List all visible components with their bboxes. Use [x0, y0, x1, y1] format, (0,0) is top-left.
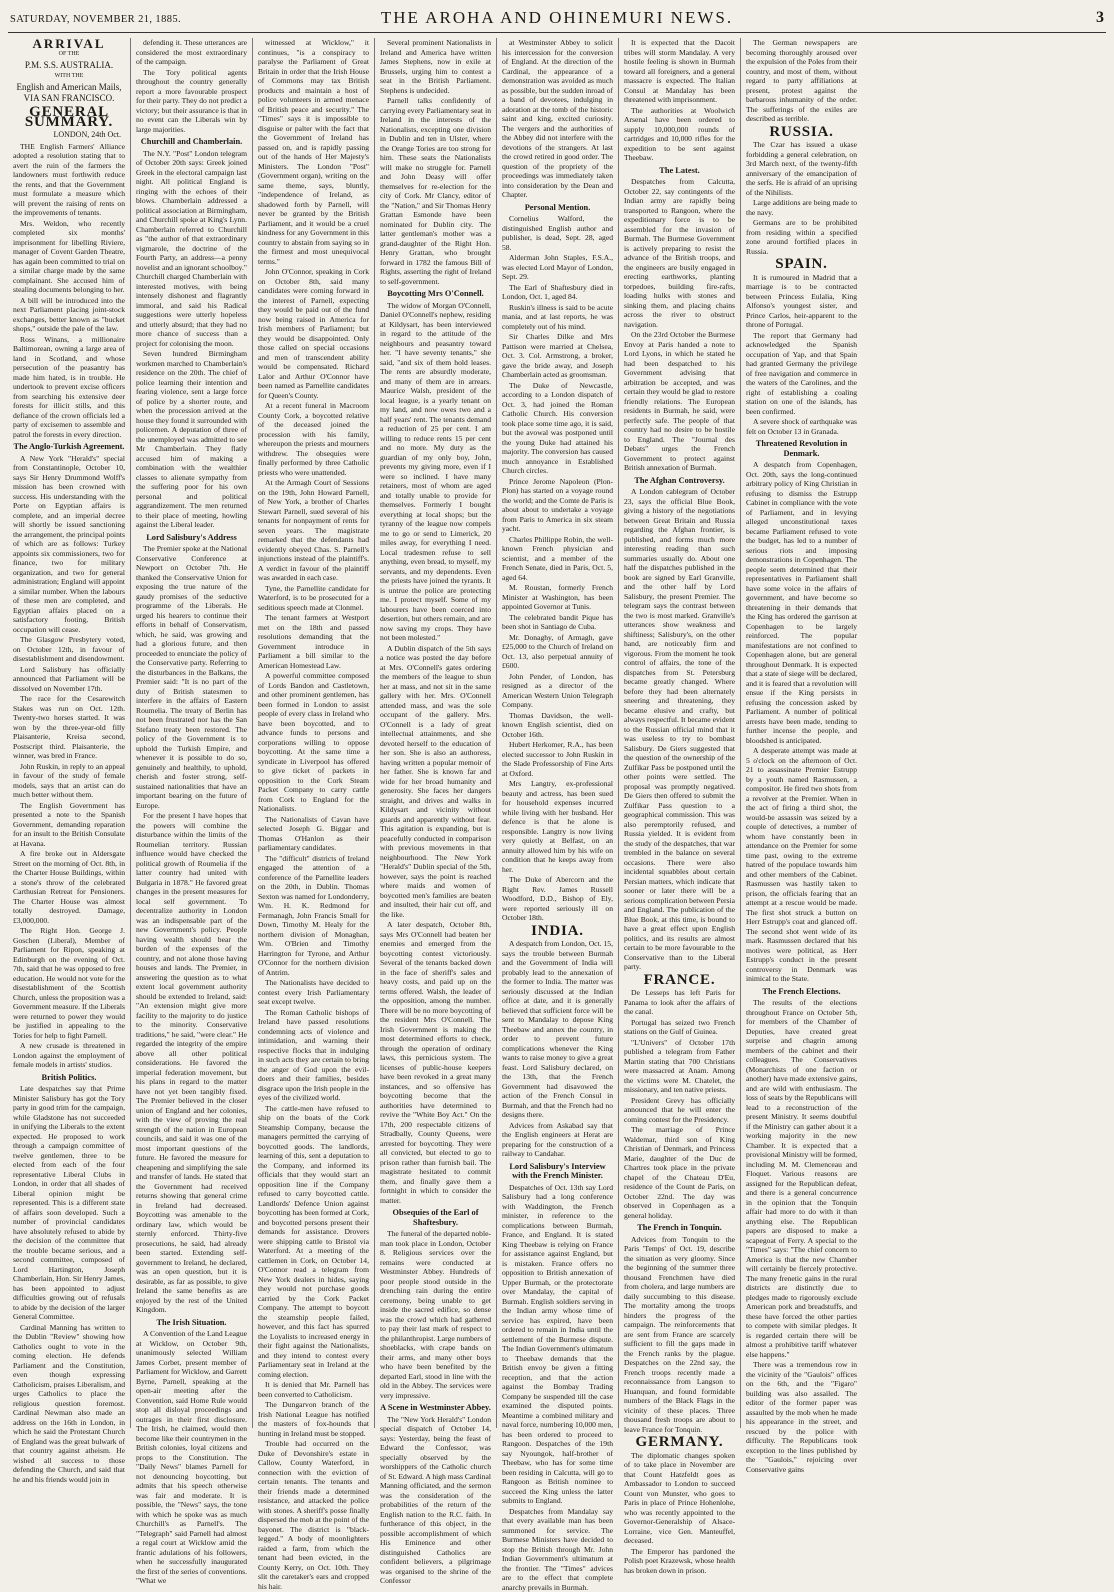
article-paragraph: Charles Phillippe Robin, the well-known French physician and scientist, and a member of the French Senate, died in Paris, Oct. 5, aged 64.: [502, 535, 613, 583]
article-paragraph: Tyne, the Parnellite candidate for Waterford, is to be prosecuted for a seditious speech made at Clonmel.: [258, 584, 369, 613]
article-paragraph: The Czar has issued a ukase forbidding a general celebration, on 3rd March next, of the twenty-fifth anniversary of the emancipation of the serfs. He is afraid of an uprising of the Nihilists.: [746, 140, 857, 197]
article-paragraph: Mr. Donaghy, of Armagh, gave £25,000 to the Church of Ireland on Oct. 13, also perpetual annuity of £600.: [502, 633, 613, 671]
article-paragraph: Sir Charles Dilke and Mrs Pattison were married at Chelsea, Oct. 3. Col. Armstrong, a broker, gave the bride away, and Joseph Chamberlain acted as groomsman.: [502, 332, 613, 380]
arrival-line: OF THE: [13, 49, 125, 60]
article-paragraph: The marriage of Prince Waldemar, third son of King Christian of Denmark, and Princess Marie, daughter of the Duc de Chartres took place in the private chapel of the Chateau D'Eu, residence of the Count de Paris, on October 22nd. The day was observed in Copenhagen as a general holiday.: [624, 1125, 735, 1220]
section-heading: SPAIN.: [746, 260, 857, 270]
article-paragraph: It is expected that the Dacoit tribes will storm Mandalay. A very hostile feeling is shown in Burmah toward all foreigners, and a general massacre is expected. The Italian Consul at Mandalay has been threatened with imprisonment.: [624, 38, 735, 105]
article-heading: The Anglo-Turkish Agreement.: [13, 442, 125, 452]
article-paragraph: For the present I have hopes that the powers will combine the disturbance within the limits of the Roumelian territory. Russian influence would have checked the political growth of Roumelia if the latter country had united with Bulgaria in 1878." He favored great changes in the present measures for local self government. To decentralize authority in London was an indispensable part of the new Government's policy. People having wealth should bear the burden of the expenses of the country, and not alone those having houses and lands. The Premier, in answering the question as to what extent local government authority should be extended to Ireland, said: "An extension might give more facility to the majority to do justice to the minority. Conservative traditions," he said, "were clear." He regarded the integrity of the empire above all other political considerations. He favored the imperial federation movement, but his plans in regard to the matter have not yet been tangibly fixed. The Premier believed in the closer union of England and her colonies, with the view of proving the real strength of the nation in European councils, and said it was one of the most important questions of the future. He favored the measure for cheapening and simplifying the sale and transfer of lands. He stated that the Government had received returns showing that general crime in Ireland had decreased. Boycotting was amenable to the ordinary law, which would be sternly enforced. Thirty-five prosecutions, he said, had already been started. Extending self-government to Ireland, he declared, was an open question, but it is desirable, as far as possible, to give Ireland the same benefits as are enjoyed by the rest of the United Kingdom.: [136, 811, 247, 1315]
article-heading: The Irish Situation.: [136, 1318, 247, 1328]
article-heading: The French Elections.: [746, 987, 857, 997]
section-heading: GERMANY.: [624, 1438, 735, 1448]
article-paragraph: Mrs Langtry, ex-professional beauty and actress, has been sued for household expenses incurred while living with her husband. Her defence is that he alone is responsible. Langtry is now living very quietly at Belfast, on an annuity allowed him by his wife on condition that he keeps away from her.: [502, 779, 613, 874]
article-paragraph: The German newspapers are becoming thoroughly aroused over the expulsion of the Poles from their country, and most of them, without regard to party affiliations at present, protest against the barbarous inhumanity of the order. The sufferings of the exiles are described as terrible.: [746, 38, 857, 124]
column-3: [252, 38, 374, 1428]
article-columns: [8, 38, 1106, 1428]
column-5: [496, 38, 618, 1428]
article-paragraph: The Emperor has pardoned the Polish poet Krazewsk, whose health has broken down in prison.: [624, 1547, 735, 1576]
article-paragraph: Lord Salisbury has officially announced that Parliament will be dissolved on November 17th.: [13, 665, 125, 694]
article-paragraph: Mrs. Weldon, who recently completed six months' imprisonment for libelling Riviere, manager of Covent Garden Theatre, has again been committed to trial on a similar charge made by the same complainant. She accused him of stealing documents belonging to her.: [13, 219, 125, 295]
article-paragraph: At the Armagh Court of Sessions on the 19th, John Howard Parnell, of New York, a brother of Charles Stewart Parnell, sued several of his tenants for nonpayment of rents for seven years. The magistrate remarked that the defendants had evidently obeyed Chas. S. Parnell's injunctions instead of the plaintiff's. A verdict in favour of the plaintiff was awarded in each case.: [258, 478, 369, 583]
article-paragraph: A New York "Herald's" special from Constantinople, October 10, says Sir Henry Drummond Wolff's mission has been crowned with success. His understanding with the Porte on Egyptian affairs is complete, and an imperial decree will shortly be issued sanctioning the arrangement, the principal points of which are as follows: Turkey appoints six commissioners, two for finance, two for military organization, and two for general administration; England will appoint a similar number. When the labours of these men are completed, and Egyptian affairs placed on a satisfactory footing, British occupation will cease.: [13, 454, 125, 635]
article-paragraph: Prince Jerome Napoleon (Plon-Plon) has started on a voyage round the world; and the Comte de Paris is about about to undertake a voyage from Paris to America in six steam yacht.: [502, 477, 613, 534]
article-paragraph: The authorities at Woolwich Arsenal have been ordered to supply 10,000,000 rounds of cartridges and 10,000 rifles for the expedition to be sent against Theebaw.: [624, 106, 735, 163]
article-paragraph: Alderman John Staples, F.S.A., was elected Lord Mayor of London, Sept. 29.: [502, 253, 613, 282]
article-paragraph: John Pender, of London, has resigned as a director of the American Western Union Telegraph Company.: [502, 672, 613, 710]
article-paragraph: "L'Univers" of October 17th published a telegram from Father Martin stating that 700 Christians were massacred at Anam. Among the victims were M. Chatelet, the missionary, and ten native priests.: [624, 1038, 735, 1095]
column-4: [374, 38, 496, 1428]
article-paragraph: Late despatches say that Prime Minister Salisbury has got the Tory party in good trim for the campaign, while Gladstone has not succeeded in unifying the Liberals to the extent expected. He proposed to work through a campaign committee of twelve gentlemen, three to be elected from each of the four representative Liberal Clubs in London, in order that all shades of Liberal opinion might be represented. This is a different state of affairs soon developed. Such a number of provincial candidates have absolutely refused to abide by the decision of the committee that the trouble became serious, and a second committee, composed of Lord Hartington, Joseph Chamberlain, Hon. Sir Henry James, has been appointed to adjust difficulties growing out of refusals to abide by the decision of the larger General Committee.: [13, 1084, 125, 1322]
article-heading: Lord Salisbury's Address: [136, 533, 247, 543]
arrival-line: P.M. S.S. AUSTRALIA.: [13, 60, 125, 71]
section-heading: RUSSIA.: [746, 128, 857, 138]
article-paragraph: witnessed at Wicklow," it continues, "is a conspiracy to paralyse the Parliament of Great Britain in order that the Irish House of Commons may tax British products and maintain a host of police volunteers in armed menace of British peace and security." The "Times" says it is impossible to disguise or palter with the fact that the Government of Ireland has passed on, and is rapidly passing out of the hands of Her Majesty's Ministers. The London "Post" (Government organ), writing on the same theme, says, bluntly, "independence of Ireland, as shadowed forth by Parnell, will never be granted by the British Parliament, and it would be a cruel kindness for any Government in this country to abstain from saying so in the firmest and most unequivocal terms.": [258, 38, 369, 266]
article-paragraph: Several prominent Nationalists in Ireland and America have written James Stephens, now in exile at Brussels, urging him to contest a seat in the British Parliament. Stephens is undecided.: [380, 38, 491, 95]
article-paragraph: Large additions are being made to the navy.: [746, 198, 857, 217]
article-heading: Lord Salisbury's Interview with the French Minister.: [502, 1162, 613, 1181]
article-paragraph: At a recent funeral in Macroom County Cork, a boycotted relative of the deceased joined the procession with his family, whereupon the priests and mourners withdrew. The obsequies were finally performed by three Catholic priests who were unattended.: [258, 401, 369, 477]
article-paragraph: De Lesseps has left Paris for Panama to look after the affairs of the canal.: [624, 988, 735, 1017]
article-paragraph: The celebrated bandit Pique has been shot in Santiago de Cuba.: [502, 613, 613, 632]
arrival-line: English and American Mails,: [13, 82, 125, 93]
article-paragraph: Cardinal Manning has written to the Dublin "Review" showing how Catholics ought to vote in the coming election. He defends Parliament and the Constitution, even though expressing Catholicism, praises Liberalism, and urges Catholics to place the religious question foremost. Cardinal Newman also made an address on the 16th in London, in which he said the Protestant Church of England was the great bulwark of that country against atheism. He wished all success to those defending the Church, and said that he and his friends would join in: [13, 1323, 125, 1485]
article-paragraph: John Ruskin, in reply to an appeal in favour of the study of female models, says that an artist can do much better without them.: [13, 762, 125, 800]
article-paragraph: The Roman Catholic bishops of Ireland have passed resolutions condemning acts of violence and intimidation, and warning their respective flocks that in indulging in such acts they are certain to bring the anger of God upon the evil-doers and their families, besides disgrace upon the Irish people in the eyes of the civilized world.: [258, 1008, 369, 1103]
article-heading: British Politics.: [13, 1073, 125, 1083]
article-paragraph: A later despatch, October 8th, says Mrs O'Connell had beaten her enemies and emerged from the boycotting contest victoriously. Several of the tenants backed down in the face of sheriff's sales and heavy costs, and paid up on the terms offered. Walsh, the leader of the opposition, among the number. There will be no more boycotting of the resident Mrs O'Connell. The Irish Government is making the most determined efforts to check, through the operation of ordinary laws, this pernicious system. The licenses of public-house keepers have been revoked in a great many instances, and so offensive has boycotting become that the authorities have determined to revive the "White Boy Act." On the 17th, 200 respectable citizens of Stradbally, County Queens, were arrested for boycotting. They were all convicted, but elected to go to prison rather than furnish bail. The magistrate hesitated to commit them, and finally gave them a fortnight in which to consider the matter.: [380, 920, 491, 1205]
article-paragraph: The report that Germany had acknowledged the Spanish occupation of Yap, and that Spain had granted Germany the privilege of free navigation and commerce in the waters of the Carolines, and the right of establishing a coaling station on one of the islands, has been confirmed.: [746, 331, 857, 417]
article-paragraph: It is rumoured in Madrid that a marriage is to be contracted between Princess Eulalia, King Alfonso's youngest sister, and Prince Carlos, heir-apparent to the throne of Portugal.: [746, 273, 857, 330]
article-paragraph: The cattle-men have refused to ship on the boats of the Cork Steamship Company, because the managers permitted the carrying of boycotted goods. The landlords, learning of this, sent a deputation to the Company, and informed its officials that they would start an opposition line if the Company refused to carry boycotted cattle. Landlords' Defence Union against boycotting has been formed at Cork, and boycotted persons present their demands for assistance. Drovers were shipping cattle to Bristol via Waterford. At a meeting of the cattlemen in Cork, on October 14, O'Connor read a telegram from New York dealers in hides, saying they would not purchase goods carried by the Cork Packet Company. The attempt to boycott the steamship people failed, however, and this fact has spurred the Loyalists to increased energy in their fight against the Nationalists, and they intend to contest every Parliamentary seat in Ireland at the coming election.: [258, 1104, 369, 1380]
arrival-notice: [13, 38, 125, 104]
article-paragraph: President Grevy has officially announced that he will enter the coming contest for the Presidency.: [624, 1096, 735, 1125]
article-heading: Obsequies of the Earl of Shaftesbury.: [380, 1208, 491, 1227]
article-paragraph: Ross Winans, a millionaire Baltimorean, owning a large area of land in Scotland, and whose persecution of the peasantry has made him hated, is in trouble. He undertook to prevent excise officers from searching his extensive deer forests for illicit stills, and this defiance of the crown officials led a party of excisemen to assemble and patrol the forests in every direction.: [13, 335, 125, 440]
article-paragraph: A powerful committee composed of Lords Bandon and Castletown, and other prominent gentlemen, has been formed in London to assist people of every class in Ireland who have been boycotted, and to advance funds to persons and corporations willing to oppose boycotting. At the same time a syndicate in Liverpool has offered to give ticket of packets in opposition to the Cork Steam Packet Company to carry cattle from Cork to England for the Nationalists.: [258, 671, 369, 814]
article-paragraph: The results of the elections throughout France on October 5th, for members of the Chamber of Deputies, have created great surprise and chagrin among members of the cabinet and their colleagues. The Conservatives (Monarchists of one faction or another) have made extensive gains, and are wild with enthusiasm. The loss of seats by the Republicans will lead to a reconstruction of the present Ministry. It seems doubtful if the Ministry can gather about it a working majority in the new Chamber. It is expected that a provisional Ministry will be formed, including M. M. Clemenceau and Floquet. Various reasons are assigned for the Republican defeat, and there is a general concurrence in the opinion that the Tonquin affair had more to do with it than anything else. The Republican papers are disposed to make a scapegoat of Ferry. A special to the "Times" says: "The chief concern to America is that the new Chamber will certainly be fiercely protective. The many frenetic gains in the rural districts are distinctly due to pledges made to rigorously exclude American pork and breadstuffs, and these have forced the other parties to compete with similar pledges. It is regarded certain there will be almost a prohibitive tariff whatever else happens.": [746, 998, 857, 1359]
article-paragraph: A despatch from Copenhagen, Oct. 20th, says the long-continued arbitrary policy of King Christian in refusing to dismiss the Estrupp Cabinet in compliance with the vote of Parliament, and in levying alleged unconstitutional taxes became Parliament refused to vote the budget, has led to a number of serious riots and imposing demonstrations in Copenhagen. The people seem determined that their representatives in Parliament shall have some voice in the affairs of government, and have become so threatening in their demands that the King has ordered the garrison at Copenhagen to be largely reinforced. The popular manifestations are not confined to Copenhagen alone, but are general throughout Denmark. It is expected that a state of siege will be declared, and it is feared that a revolution will ensue if the King persists in refusing the concession asked by Parliament. A number of political arrests have been made, tending to further incense the people, and bloodshed is anticipated.: [746, 460, 857, 745]
article-paragraph: Germans are to be prohibited from residing within a specified zone around fortified places in Russia.: [746, 218, 857, 256]
article-paragraph: There was a tremendous row in the vicinity of the "Gaulois" offices on the 6th, and the "Figaro" building was also assailed. The editor of the former paper was assaulted by the mob when he made his appearance in the street, and rescued by the police with difficulty. The Republicans took exception to the lines published by the "Gaulois," rejoicing over Conservative gains: [746, 1360, 857, 1474]
article-paragraph: Despatches from Mandalay say that every available man has been summoned for service. The Burmese Ministers have decided to stop the British through Mr. John Indian Government's ultimatum at the frontier. The "Times" advices are to the effect that complete anarchy prevails in Burmah.: [502, 1507, 613, 1592]
article-paragraph: Trouble had occurred on the Duke of Devonshire's estate in Callow, County Waterford, in connection with the eviction of certain tenants. The tenants and their friends made a determined resistance, and attacked the police with stones. A sheriff's posse finally dispersed the mob at the point of the bayonet. The district is "black-legged." A body of moonlighters raided a farm, from which the tenant had been evicted, in the County Kerry, on Oct. 10th. They slit the caretaker's ears and cropped his hair.: [258, 1439, 369, 1591]
article-paragraph: THE English Farmers' Alliance adopted a resolution stating that to avert the ruin of the farmers the landowners must forthwith reduce the rents, and that the Government must formulate a measure which will prevent the raising of rents on the improvements of tenants.: [13, 142, 125, 218]
article-paragraph: The widow of Morgan O'Connell, Daniel O'Connell's nephew, residing at Kildysart, has been interviewed in regard to the attitude of the neighbours and peasantry toward her. "I have seventy tenants," she said, "and six of them hold leases. The rents are absurdly moderate, and many of them are in arrears. Maurice Walsh, president of the local league, is a yearly tenant on my land, and now owes two and a half years' rent. The tenants demand a reduction of 25 per cent. I am willing to reduce rents 15 per cent and no more. My duty as the guardian of my only boy, John, prevents my giving more, even if I were so inclined. I have many retainers, most of whom are aged and totally unable to provide for themselves. Formerly I bought everything at local shops; but the tyranny of the league now compels me to go or send to Limerick, 20 miles away, for everything I need. Local tradesmen refuse to sell anything, even bread, to myself, my servants, and my dependents. Even the priests have joined the tyrants. It is untrue the police are protecting me. I protect myself. Some of my labourers have been coerced into desertion, but others remain, and are now saving my crops. They have not been molested.": [380, 301, 491, 643]
article-paragraph: Despatches of Oct. 13th say Lord Salisbury had a long conference with Waddington, the French minister, in reference to the complications between Burmah, France, and England. It is stated King Theebaw is relying on France for assistance against England, but is mistaken. France offers no opposition to British annexation of Upper Burmah, or the protectorate over Mandalay, the capital of Burmah. English soldiers serving in the Indian army whose time of service has expired, have been ordered to remain in India until the settlement of the Burmese dispute. The Indian Government's ultimatum to Theebaw demands that the British envoy be given a fitting reception, and that the action against the Bombay Trading Company be suspended till the case examined the disputed points. Meantime a combined military and naval force, numbering 10,000 men, has been ordered to proceed to Rangoon. Despatches of the 19th say Nyoungok, half-brother of Theebaw, who has for some time been residing in Calcutta, will go to Rangoon as British nominee to succeed the King unless the latter submits to England.: [502, 1183, 613, 1506]
article-paragraph: The diplomatic changes spoken of to take place in November are that Count Hatzfeldt goes as Ambassador to London to succeed Count von Munster, who goes to Paris in place of Prince Hohenlohe, who was recently appointed to the Governor-Generalship of Alsace-Lorraine, vice Gen. Manteuffel, deceased.: [624, 1451, 735, 1546]
masthead: [8, 6, 1106, 33]
article-paragraph: Cornelius Walford, the distinguished English author and publisher, is dead, Sept. 28, aged 58.: [502, 214, 613, 252]
issue-date: SATURDAY, NOVEMBER 21, 1885.: [10, 14, 181, 25]
article-paragraph: Despatches from Calcutta, October 22, say contingents of the Indian army are rapidly being transported to Rangoon, where the expeditionary force is to be assembled for the invasion of Burmah. The Burmese Government is actively preparing to resist the advance of the British troops, and the engineers are busily engaged in erecting earthworks, planting torpedoes, building fire-rafts, loading hulks with stones and sinking them, and placing chains across the river to obstruct navigation.: [624, 177, 735, 329]
article-paragraph: A desperate attempt was made at 5 o'clock on the afternoon of Oct. 21 to assassinate Premier Estrupp by a youth named Rasmussen, a compositor. He fired two shots from a revolver at the Premier. When in the act of firing a third shot, the would-be assassin was seized by a couple of detectives, a number of whom have constantly been in attendance on the Premier for some time past, owing to the extreme hatred of the populace towards him and other members of the Cabinet. Rasmussen was hastily taken to prison, the officials fearing that an attempt at a rescue would be made. The first shot struck a button on Herr Estrupp's coat and glanced off. The second shot went wide of its mark. Rasmussen declared that his motives were political, as Herr Estrupp's conduct in the present controversy in Denmark was inimical to the State.: [746, 746, 857, 984]
article-paragraph: The "New York Herald's" London special dispatch of October 14, says: Yesterday, being the feast of Edward the Confessor, was specially observed by the worshippers of the Catholic church of St. Edward. A high mass Cardinal Manning officiated, and the sermon was the consideration of the probabilities of the return of the English nation to the R.C. faith. In furtherance of this object, in the possible accomplishment of which His Eminence and other distinguished Catholics are confident believers, a pilgrimage was organised to the shrine of the Confessor: [380, 1415, 491, 1586]
article-heading: Threatened Revolution in Denmark.: [746, 439, 857, 458]
article-paragraph: Hubert Herkomer, R.A., has been elected successor to John Ruskin in the Slade Professorship of Fine Arts at Oxford.: [502, 740, 613, 778]
article-paragraph: The Duke of Newcastle, according to a London dispatch of Oct. 3, had joined the Roman Catholic Church. His conversion took place some time ago, it is said, but the avowal was postponed until the young Duke had attained his majority. The conversion has caused much annoyance in Established Church circles.: [502, 381, 613, 476]
article-paragraph: M. Roustan, formerly French Minister at Washington, has been appointed Governor at Tunis.: [502, 583, 613, 612]
article-paragraph: It is denied that Mr. Parnell has been converted to Catholicism.: [258, 1380, 369, 1399]
article-heading: The French in Tonquin.: [624, 1223, 735, 1233]
newspaper-title: THE AROHA AND OHINEMURI NEWS.: [8, 8, 1106, 28]
article-paragraph: The Right Hon. George J. Goschen (Liberal), Member of Parliament for Ripon, speaking at Edinburgh on the evening of Oct. 7th, said that he was opposed to free education. He would not vote for the disestablishment of the Scottish Church, unless the proposition was a Government measure. If the Liberals were returned to power they would be justified in appealing to the Tories for help to fight Parnell.: [13, 926, 125, 1040]
article-paragraph: The tenant farmers at Westport met on the 18th and passed resolutions demanding that the Government introduce in Parliament a bill similar to the American Homestead Law.: [258, 613, 369, 670]
article-paragraph: at Westminster Abbey to solicit his intercession for the conversion of England. At the direction of the Cardinal, the appearance of a demonstration was avoided as much as possible, but the sudden inroad of a band of devotees, indulging in adoration at the tomb of the historic saint and king, excited curiosity. The vergers and the authorities of the Abbey did not interfere with the devotions of the strangers. At last the crowd retired in good order. The question of the propriety of the proceedings was immediately taken into consideration by the Dean and Chapter.: [502, 38, 613, 200]
article-paragraph: The Nationalists have decided to contest every Irish Parliamentary seat except twelve.: [258, 978, 369, 1007]
article-paragraph: The Earl of Shaftesbury died in London, Oct. 1, aged 84.: [502, 283, 613, 302]
article-paragraph: A severe shock of earthquake was felt on October 13 in Granada.: [746, 417, 857, 436]
article-paragraph: A London cablegram of October 23, says the official Blue Book, giving a history of the negotiations between Great Britain and Russia regarding the Afghan frontier, is published, and forms much more interesting reading than such summaries usually do. About one half the dispatches published in the book are signed by Earl Granville, and the other half by Lord Salisbury, the present Premier. The telegram says the contrast between the two is most marked. Granville's utterances show weakness and shiftiness; Salisbury's, on the other hand, are noticeably firm and vigorous. From the moment he took control of affairs, the tone of the dispatches from St. Petersburg became greatly changed. Where before they had been alternately sneering and threatening, they became elusive and crafty, but always respectful. It became evident to the Russian official mind that it was useless to try to bombast Salisbury. De Giers suggested that the question of the ownership of the Zulfikar Pass be postponed until the other points were settled. The proposal was promptly negatived. De Giers then offered to submit the Zulfikar Pass question to a geographical commission. This was also peremptorily refused, and Russia yielded. It is evident from the study of the despatches, that war trembled in the balance on several occasions. There were also incidental squabbles about certain Persian matters, which indicate that sooner or later there will be a serious complication between Persia and England. The publication of the Blue Book, at this time, is bound to have a great effect upon English politics, and its results are almost certain to be more favourable to the Conservative than to the Liberal party.: [624, 487, 735, 972]
dateline: LONDON, 24th Oct.: [13, 130, 121, 140]
article-paragraph: The Dungarvon branch of the Irish National League has notified the masters of fox-hounds that hunting in Ireland must be stopped.: [258, 1400, 369, 1438]
article-paragraph: The N.Y. "Post" London telegram of October 20th says: Greek joined Greek in the electoral campaign last night. All political England is ringing with the echoes of their blows. Chamberlain addressed a political association at Birmingham, and Churchill spoke at King's Lynn. Chamberlain referred to Churchill as "the author of that extraordinary vigmarole, the doctrine of the Fourth Party, an address—a penny novelist and an ignorant schoolboy." Churchill charged Chamberlain with interested motives, with being intensely dishonest and flagrantly immoral, and said his Radical suggestions were utterly hopeless and utterly absurd; that they had no more chance of success than a project for colonising the moon.: [136, 149, 247, 349]
article-paragraph: John O'Connor, speaking in Cork on October 8th, said many candidates were coming forward in the interest of Parnell, expecting they would be paid out of the fund now being raised in America for Irish members of Parliament; but they would be disappointed. Only those called on special occasions and men of transcendent ability would be compensated. Richard Lalor and Arthur O'Connor have been named as Parnellite candidates for Queen's County.: [258, 267, 369, 400]
article-paragraph: A Dublin dispatch of the 5th says a notice was posted the day before at Mrs. O'Connell's gates ordering the members of the league to shun her at mass, and not sit in the same gallery with her. Mrs. O'Connell attended mass, and was the sole occupant of the gallery. Mrs. O'Connell is a lady of great intellectual attainments, and she devoted herself to the education of her son. She is also an authoress, having written a popular memoir of her father. She is known far and wide for her broad humanity and generosity. She faces her dangers straight, and drives and walks in Kildysart and vicinity without guards and apparently without fear. This agitation is expanding, but is peacefully conducted in comparison with previous movements in that neighbourhood. The New York "Herald's" Dublin special of the 5th, however, says the point is reached where maids and women of boycotted men's families are beaten and insulted, their hair cut off, and the like.: [380, 644, 491, 920]
arrival-line: ARRIVAL: [13, 38, 125, 49]
article-paragraph: The funeral of the departed noble-man took place in London, October 8. Religious services over the remains were conducted at Westminster Abbey. Hundreds of poor people stood outside in the drenching rain during the entire ceremony, being unable to get inside the sacred edifice, so dense was the crowd which had gathered to pay their last mark of respect to the philanthropist. Large numbers of shoeblacks, with crape bands on their arms, and many other boys who have been benefited by the departed Earl, stood in line with the old in the Abbey. The services were very impressive.: [380, 1229, 491, 1400]
column-1: [8, 38, 130, 1428]
article-heading: Boycotting Mrs O'Connell.: [380, 289, 491, 299]
section-heading: GENERAL SUMMARY.: [13, 108, 125, 127]
article-paragraph: Parnell talks confidently of carrying every Parliamentary seat in Ireland in the interests of the Nationalists, excepting one division in Dublin and ten in Ulster, where the Orange Tories are too strong for him. These seats the Nationalists will make no struggle for. Parnell and John Deasy will offer themselves for re-election for the city of Cork. Mr Clancy, editor of the "Nation," and Sir Thomas Henry Grattan Esmonde have been nominated for Dublin city. The latter gentleman's mother was a grand-daughter of the Right Hon. Henry Grattan, who brought forward in 1782 the famous Bill of Rights, asserting the right of Ireland to self-government.: [380, 96, 491, 286]
article-paragraph: Thomas Davidson, the well-known English scientist, died on October 16th.: [502, 711, 613, 740]
article-paragraph: The Duke of Abercorn and the Right Rev. James Russell Woodford, D.D., Bishop of Ely, were reported seriously ill on October 18th.: [502, 875, 613, 923]
article-paragraph: The Nationalists of Cavan have selected Joseph G. Biggar and Thomas O'Hanlon as their parliamentary candidates.: [258, 815, 369, 853]
article-paragraph: Portugal has seized two French stations on the Gulf of Guinea.: [624, 1018, 735, 1037]
section-heading: INDIA.: [502, 927, 613, 937]
column-2: [130, 38, 252, 1428]
article-paragraph: A new crusade is threatened in London against the employment of female models in artists' studios.: [13, 1041, 125, 1070]
article-paragraph: Ruskin's illness is said to be acute mania, and at last reports, he was completely out of his mind.: [502, 303, 613, 332]
article-paragraph: The Glasgow Presbytery voted, on October 12th, in favour of disestablishment and disendowment.: [13, 635, 125, 664]
section-heading: FRANCE.: [624, 976, 735, 986]
article-paragraph: The Premier spoke at the National Conservative Conference at Newport on October 7th. He thanked the Conservative Union for exposing the true nature of the gaudy promises of the seductive programme of the Liberals. He urged his hearers to continue their efforts in behalf of Conservatism, which, he said, was growing and had a glorious future, and then proceeded to enunciate the policy of the Conservative party. Referring to the disturbances in the Balkans, the Premier said: "It is no part of the duty of British statesmen to interfere in the affairs of Eastern Roumelia. The treaty of Berlin has not been frustrated nor has the San Stefano treaty been restored. The policy of the Government is to uphold the Turkish Empire, and whenever it is possible to do so, genuinely and healthily, to uphold, cherish and foster strong, self-sustained nationalities that have an important bearing on the future of Europe.: [136, 544, 247, 810]
article-paragraph: Advices from Askabad say that the English engineers at Herat are preparing for the construction of a railway to Candahar.: [502, 1121, 613, 1159]
article-paragraph: A Convention of the Land League at Wicklow, on October 9th, unanimously selected William James Corbet, present member of Parliament for Wicklow, and Garrett Byrne, Parnell, speaking at the open-air meeting after the Convention, said Home Rule would stop all disloyal proceedings and outrages in their first disclosure. The Irish, he claimed, would then become like their countrymen in the British colonies, loyal citizens and props to the Constitution. The "Daily News" blames Parnell for not denouncing boycotting, but admits that his speech otherwise was fair and moderate. It is possible, the "News" says, the tone with which he spoke was as much Churchill's as Parnell's. The "Telegraph" said Parnell had almost a regal court at Wicklow amid the frantic adulations of his followers, when he successfully inaugurated the first of the series of conventions. "What we: [136, 1329, 247, 1586]
column-7: [740, 38, 862, 1428]
article-paragraph: The English Government has presented a note to the Spanish Government, demanding reparation for an insult to the British Consulate at Havana.: [13, 801, 125, 849]
article-paragraph: A bill will be introduced into the next Parliament placing joint-stock exchanges, better known as "bucket shops," outside the pale of the law.: [13, 296, 125, 334]
article-paragraph: A despatch from London, Oct. 15, says the trouble between Burmah and the Government of India will probably lead to the annexation of the former to India. The matter was seriously discussed at the Indian office at date, and it is generally believed that sufficient force will be sent to Mandalay to depose King Theebaw and annex the country, in order to prevent future complications whenever the King wants to raise money to give a great feast. Lord Salisbury declared, on the 13th, that the French Government had disavowed the action of the French Consul in Burmah, and that the French had no designs there.: [502, 939, 613, 1120]
article-paragraph: A fire broke out in Aldersgate Street on the morning of Oct. 8th, in the Charter House Buildings, within a stone's throw of the celebrated Carthusian Retreat for Pensioners. The Charter House was almost totally destroyed. Damage, £3,000,000.: [13, 849, 125, 925]
article-paragraph: Advices from Tonquin to the Paris 'Temps' of Oct. 19, describe the situation as very gloomy. Since the beginning of the summer three thousand Frenchmen have died from cholera, and large numbers are daily succumbing to this disease. The mortality among the troops hinders the progress of the campaign. The reinforcements that are sent from France are scarcely sufficient to fill the gaps made in the French ranks by the plague. Despatches on the 22nd say, the French troops recently made a reconnaissance from Langson to Huanquan, and found formidable numbers of the Black Flags in the vicinity of these places. Three thousand fresh troops are about to leave France for Tonquin.: [624, 1235, 735, 1435]
arrival-line: VIA SAN FRANCISCO.: [13, 93, 125, 104]
article-paragraph: On the 23rd October the Burmese Envoy at Paris handed a note to Lord Lyons, in which he stated he had been despatched to his Government advising that arbitration be accepted, and was certain they would be glad to restore friendly relations. The European residents in Burmah, he said, were perfectly safe. The people of that country had no desire to be hostile to England. The "Journal des Debats" urges the French Government to protect against British annexation of Burmah.: [624, 330, 735, 473]
article-paragraph: Seven hundred Birmingham workmen marched to Chamberlain's residence on the 20th. The chief of police learning their intention and fearing violence, sent a large force of police by a shorter route, and when the procession arrived at the house they found it surrounded with policemen. A deputation of three of the unemployed was admitted to see Mr Chamberlain. They flatly accused him of making a combination with the wealthier classes to alienate sympathy from the suffering poor for his own personal and political aggrandizement. The men returned to their place of meeting, howling against the Liberal leader.: [136, 349, 247, 530]
arrival-line: WITH THE: [13, 71, 125, 82]
article-heading: Personal Mention.: [502, 203, 613, 213]
article-paragraph: defending it. These utterances are considered the most extraordinary of the campaign.: [136, 38, 247, 67]
column-6: [618, 38, 740, 1428]
page-number: 3: [1096, 9, 1104, 27]
article-heading: A Scene in Westminster Abbey.: [380, 1403, 491, 1413]
article-paragraph: The race for the Cesarewitch Stakes was run on Oct. 12th. Twenty-two horses started. It was won by the three-year-old filly Plaisanterie, Kreisa second, Postscript third. Plaisanterie, the winner, was bred in France.: [13, 694, 125, 761]
article-heading: The Latest.: [624, 166, 735, 176]
article-paragraph: The Tory political agents throughout the country generally report a more favourable prospect for their party. They do not predict a victory; but their assurance is that in no event can the Liberals win by large majorities.: [136, 68, 247, 135]
article-heading: The Afghan Controversy.: [624, 476, 735, 486]
article-heading: Churchill and Chamberlain.: [136, 137, 247, 147]
article-paragraph: The "difficult" districts of Ireland engaged the attention of a conference of the Parnellite leaders on the 20th, in Dublin. Thomas Sexton was named for Londonderry, Wm. H. K. Redmond for Fermanagh, John Francis Small for Down, Timothy M. Healy for the northern division of Monaghan, Wm. O'Brien and Timothy Harrington for Tyrone, and Arthur O'Connor for the northern division of Antrim.: [258, 854, 369, 978]
